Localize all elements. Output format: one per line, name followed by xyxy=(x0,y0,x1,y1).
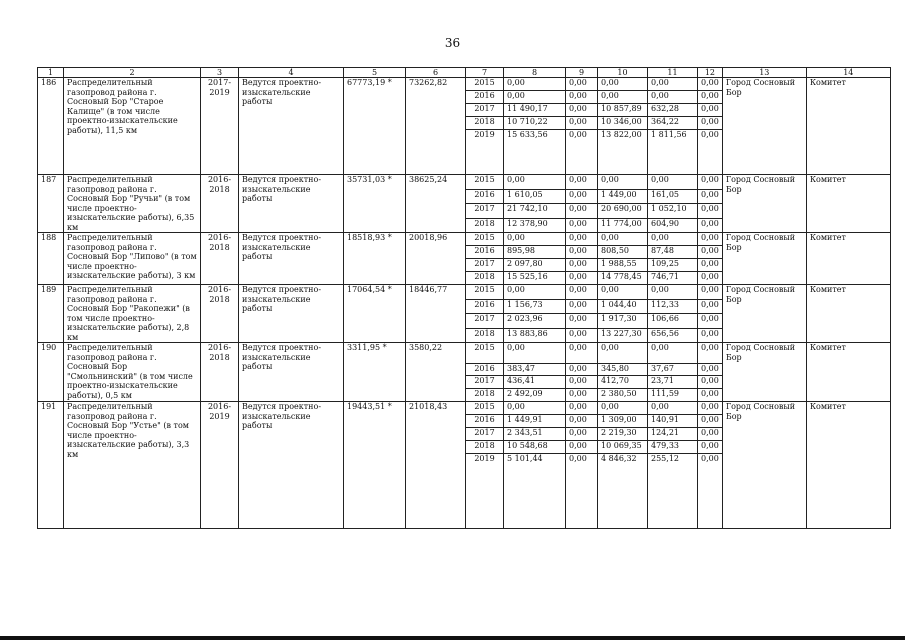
value-cell: 0,00 xyxy=(504,402,566,415)
value-cell: 1 052,10 xyxy=(648,204,698,219)
value-cell: 10 857,89 xyxy=(598,104,648,117)
value-cell: 0,00 xyxy=(698,246,723,259)
investment-table xyxy=(37,67,891,529)
value-cell: 1 917,30 xyxy=(598,314,648,329)
year-cell: 2018 xyxy=(466,328,504,343)
total-cost: 3580,22 xyxy=(406,343,466,402)
total-cost: 21018,43 xyxy=(406,402,466,529)
value-cell: 112,33 xyxy=(648,299,698,314)
value-cell: 746,71 xyxy=(648,272,698,285)
table-row xyxy=(38,285,891,300)
value-cell: 10 710,22 xyxy=(504,117,566,130)
year-cell: 2018 xyxy=(466,117,504,130)
column-number: 14 xyxy=(806,68,890,78)
project-status: Ведутся проектно-изыскательские работы xyxy=(239,285,344,343)
value-cell: 0,00 xyxy=(598,343,648,364)
table-row xyxy=(38,402,891,415)
value-cell: 0,00 xyxy=(566,78,598,91)
column-number: 8 xyxy=(504,68,566,78)
year-cell: 2018 xyxy=(466,441,504,454)
project-name: Распределительный газопровод района г. Сосновый Бор "Устье" (в том числе проектно-изыскательские работы), 3,3 км xyxy=(64,402,201,529)
project-name: Распределительный газопровод района г. Сосновый Бор "Ракопежи" (в том числе проектно-изыскательские работы), 2,8 км xyxy=(64,285,201,343)
value-cell: 0,00 xyxy=(566,104,598,117)
value-cell: 0,00 xyxy=(698,299,723,314)
value-cell: 0,00 xyxy=(566,233,598,246)
total-cost: 20018,96 xyxy=(406,233,466,285)
year-cell: 2015 xyxy=(466,285,504,300)
estimated-cost: 67773,19 * xyxy=(344,78,406,175)
column-number: 10 xyxy=(598,68,648,78)
value-cell: 436,41 xyxy=(504,376,566,389)
value-cell: 0,00 xyxy=(504,285,566,300)
scan-edge xyxy=(0,636,905,640)
row-number: 191 xyxy=(38,402,64,529)
value-cell: 0,00 xyxy=(598,78,648,91)
responsible-cell: Комитет xyxy=(806,175,890,233)
value-cell: 2 343,51 xyxy=(504,428,566,441)
table-row xyxy=(38,233,891,246)
row-number: 188 xyxy=(38,233,64,285)
value-cell: 0,00 xyxy=(648,78,698,91)
value-cell: 161,05 xyxy=(648,189,698,204)
value-cell: 0,00 xyxy=(566,343,598,364)
project-status: Ведутся проектно-изыскательские работы xyxy=(239,402,344,529)
value-cell: 0,00 xyxy=(504,175,566,190)
value-cell: 0,00 xyxy=(566,364,598,376)
value-cell: 0,00 xyxy=(698,364,723,376)
value-cell: 13 822,00 xyxy=(598,130,648,175)
year-cell: 2017 xyxy=(466,376,504,389)
year-cell: 2017 xyxy=(466,204,504,219)
value-cell: 0,00 xyxy=(698,441,723,454)
project-status: Ведутся проектно-изыскательские работы xyxy=(239,233,344,285)
value-cell: 0,00 xyxy=(566,415,598,428)
total-cost: 38625,24 xyxy=(406,175,466,233)
value-cell: 1 156,73 xyxy=(504,299,566,314)
year-cell: 2015 xyxy=(466,78,504,91)
column-number: 12 xyxy=(698,68,723,78)
row-number: 190 xyxy=(38,343,64,402)
value-cell: 0,00 xyxy=(598,175,648,190)
value-cell: 37,67 xyxy=(648,364,698,376)
column-number: 4 xyxy=(239,68,344,78)
year-cell: 2016 xyxy=(466,189,504,204)
value-cell: 604,90 xyxy=(648,218,698,233)
value-cell: 0,00 xyxy=(698,428,723,441)
location-cell: Город Сосновый Бор xyxy=(722,233,806,285)
total-cost: 73262,82 xyxy=(406,78,466,175)
value-cell: 255,12 xyxy=(648,454,698,529)
responsible-cell: Комитет xyxy=(806,233,890,285)
value-cell: 0,00 xyxy=(566,454,598,529)
value-cell: 0,00 xyxy=(698,259,723,272)
value-cell: 0,00 xyxy=(566,259,598,272)
column-number: 11 xyxy=(648,68,698,78)
responsible-cell: Комитет xyxy=(806,78,890,175)
value-cell: 140,91 xyxy=(648,415,698,428)
value-cell: 1 811,56 xyxy=(648,130,698,175)
value-cell: 0,00 xyxy=(598,285,648,300)
value-cell: 0,00 xyxy=(648,285,698,300)
value-cell: 0,00 xyxy=(566,376,598,389)
value-cell: 109,25 xyxy=(648,259,698,272)
value-cell: 479,33 xyxy=(648,441,698,454)
value-cell: 895,98 xyxy=(504,246,566,259)
year-cell: 2017 xyxy=(466,259,504,272)
value-cell: 1 610,05 xyxy=(504,189,566,204)
header-row xyxy=(38,68,891,78)
value-cell: 0,00 xyxy=(698,130,723,175)
project-status: Ведутся проектно-изыскательские работы xyxy=(239,78,344,175)
estimated-cost: 3311,95 * xyxy=(344,343,406,402)
value-cell: 383,47 xyxy=(504,364,566,376)
value-cell: 0,00 xyxy=(698,415,723,428)
value-cell: 0,00 xyxy=(698,189,723,204)
value-cell: 0,00 xyxy=(504,78,566,91)
estimated-cost: 18518,93 * xyxy=(344,233,406,285)
value-cell: 0,00 xyxy=(698,117,723,130)
value-cell: 0,00 xyxy=(566,428,598,441)
value-cell: 4 846,32 xyxy=(598,454,648,529)
table-row xyxy=(38,175,891,190)
year-cell: 2016 xyxy=(466,91,504,104)
value-cell: 11 490,17 xyxy=(504,104,566,117)
value-cell: 0,00 xyxy=(504,233,566,246)
column-number: 1 xyxy=(38,68,64,78)
value-cell: 0,00 xyxy=(698,314,723,329)
value-cell: 0,00 xyxy=(566,91,598,104)
value-cell: 0,00 xyxy=(698,285,723,300)
project-period: 2016- 2018 xyxy=(201,343,239,402)
value-cell: 0,00 xyxy=(698,376,723,389)
value-cell: 345,80 xyxy=(598,364,648,376)
location-cell: Город Сосновый Бор xyxy=(722,402,806,529)
value-cell: 0,00 xyxy=(566,328,598,343)
value-cell: 0,00 xyxy=(566,189,598,204)
project-status: Ведутся проектно-изыскательские работы xyxy=(239,343,344,402)
value-cell: 2 380,50 xyxy=(598,389,648,402)
value-cell: 106,66 xyxy=(648,314,698,329)
value-cell: 0,00 xyxy=(648,91,698,104)
value-cell: 13 883,86 xyxy=(504,328,566,343)
value-cell: 0,00 xyxy=(566,117,598,130)
value-cell: 124,21 xyxy=(648,428,698,441)
year-cell: 2018 xyxy=(466,272,504,285)
value-cell: 15 525,16 xyxy=(504,272,566,285)
value-cell: 0,00 xyxy=(698,272,723,285)
column-number: 2 xyxy=(64,68,201,78)
year-cell: 2016 xyxy=(466,299,504,314)
value-cell: 87,48 xyxy=(648,246,698,259)
year-cell: 2017 xyxy=(466,314,504,329)
value-cell: 0,00 xyxy=(698,218,723,233)
year-cell: 2019 xyxy=(466,454,504,529)
column-number: 3 xyxy=(201,68,239,78)
value-cell: 10 069,35 xyxy=(598,441,648,454)
column-number: 6 xyxy=(406,68,466,78)
value-cell: 0,00 xyxy=(698,343,723,364)
table-row xyxy=(38,343,891,364)
row-number: 186 xyxy=(38,78,64,175)
value-cell: 21 742,10 xyxy=(504,204,566,219)
value-cell: 111,59 xyxy=(648,389,698,402)
value-cell: 1 044,40 xyxy=(598,299,648,314)
value-cell: 364,22 xyxy=(648,117,698,130)
value-cell: 1 309,00 xyxy=(598,415,648,428)
column-number: 13 xyxy=(722,68,806,78)
value-cell: 2 219,30 xyxy=(598,428,648,441)
value-cell: 0,00 xyxy=(566,272,598,285)
year-cell: 2015 xyxy=(466,233,504,246)
value-cell: 0,00 xyxy=(698,328,723,343)
column-number: 5 xyxy=(344,68,406,78)
value-cell: 0,00 xyxy=(698,389,723,402)
value-cell: 0,00 xyxy=(698,104,723,117)
year-cell: 2015 xyxy=(466,402,504,415)
value-cell: 20 690,00 xyxy=(598,204,648,219)
value-cell: 0,00 xyxy=(598,91,648,104)
value-cell: 0,00 xyxy=(698,91,723,104)
year-cell: 2018 xyxy=(466,389,504,402)
value-cell: 0,00 xyxy=(648,233,698,246)
project-status: Ведутся проектно-изыскательские работы xyxy=(239,175,344,233)
estimated-cost: 17064,54 * xyxy=(344,285,406,343)
value-cell: 0,00 xyxy=(566,299,598,314)
responsible-cell: Комитет xyxy=(806,402,890,529)
year-cell: 2017 xyxy=(466,428,504,441)
responsible-cell: Комитет xyxy=(806,343,890,402)
row-number: 187 xyxy=(38,175,64,233)
value-cell: 0,00 xyxy=(566,175,598,190)
value-cell: 0,00 xyxy=(698,78,723,91)
project-name: Распределительный газопровод района г. Сосновый Бор "Смольнинский" (в том числе проектно-изыскательские работы), 0,5 км xyxy=(64,343,201,402)
location-cell: Город Сосновый Бор xyxy=(722,343,806,402)
total-cost: 18446,77 xyxy=(406,285,466,343)
value-cell: 0,00 xyxy=(566,218,598,233)
column-number: 7 xyxy=(466,68,504,78)
value-cell: 10 346,00 xyxy=(598,117,648,130)
value-cell: 0,00 xyxy=(698,175,723,190)
page-number: 36 xyxy=(444,36,461,50)
project-name: Распределительный газопровод района г. Сосновый Бор "Старое Калище" (в том числе проектно-изыскательские работы), 11,5 км xyxy=(64,78,201,175)
estimated-cost: 19443,51 * xyxy=(344,402,406,529)
value-cell: 0,00 xyxy=(698,233,723,246)
value-cell: 0,00 xyxy=(566,246,598,259)
value-cell: 23,71 xyxy=(648,376,698,389)
project-period: 2016- 2019 xyxy=(201,402,239,529)
value-cell: 12 378,90 xyxy=(504,218,566,233)
project-period: 2017- 2019 xyxy=(201,78,239,175)
value-cell: 10 548,68 xyxy=(504,441,566,454)
value-cell: 5 101,44 xyxy=(504,454,566,529)
value-cell: 632,28 xyxy=(648,104,698,117)
value-cell: 412,70 xyxy=(598,376,648,389)
column-number: 9 xyxy=(566,68,598,78)
value-cell: 1 988,55 xyxy=(598,259,648,272)
value-cell: 0,00 xyxy=(504,91,566,104)
year-cell: 2016 xyxy=(466,364,504,376)
value-cell: 0,00 xyxy=(648,343,698,364)
value-cell: 11 774,00 xyxy=(598,218,648,233)
value-cell: 1 449,00 xyxy=(598,189,648,204)
table-row xyxy=(38,78,891,91)
value-cell: 14 778,45 xyxy=(598,272,648,285)
project-period: 2016- 2018 xyxy=(201,175,239,233)
year-cell: 2016 xyxy=(466,246,504,259)
value-cell: 0,00 xyxy=(566,441,598,454)
value-cell: 0,00 xyxy=(566,314,598,329)
value-cell: 2 023,96 xyxy=(504,314,566,329)
value-cell: 0,00 xyxy=(698,402,723,415)
location-cell: Город Сосновый Бор xyxy=(722,78,806,175)
value-cell: 0,00 xyxy=(566,285,598,300)
row-number: 189 xyxy=(38,285,64,343)
value-cell: 0,00 xyxy=(648,175,698,190)
value-cell: 1 449,91 xyxy=(504,415,566,428)
year-cell: 2018 xyxy=(466,218,504,233)
location-cell: Город Сосновый Бор xyxy=(722,285,806,343)
value-cell: 656,56 xyxy=(648,328,698,343)
project-period: 2016- 2018 xyxy=(201,285,239,343)
value-cell: 0,00 xyxy=(598,402,648,415)
value-cell: 13 227,30 xyxy=(598,328,648,343)
value-cell: 2 492,09 xyxy=(504,389,566,402)
project-period: 2016- 2018 xyxy=(201,233,239,285)
value-cell: 0,00 xyxy=(566,130,598,175)
year-cell: 2015 xyxy=(466,175,504,190)
value-cell: 0,00 xyxy=(648,402,698,415)
value-cell: 808,50 xyxy=(598,246,648,259)
year-cell: 2019 xyxy=(466,130,504,175)
project-name: Распределительный газопровод района г. Сосновый Бор "Липово" (в том числе проектно-изыскательские работы), 3 км xyxy=(64,233,201,285)
value-cell: 0,00 xyxy=(598,233,648,246)
location-cell: Город Сосновый Бор xyxy=(722,175,806,233)
responsible-cell: Комитет xyxy=(806,285,890,343)
year-cell: 2015 xyxy=(466,343,504,364)
estimated-cost: 35731,03 * xyxy=(344,175,406,233)
year-cell: 2016 xyxy=(466,415,504,428)
project-name: Распределительный газопровод района г. Сосновый Бор "Ручьи" (в том числе проектно-изыскательские работы), 6,35 км xyxy=(64,175,201,233)
value-cell: 0,00 xyxy=(566,204,598,219)
value-cell: 0,00 xyxy=(698,454,723,529)
value-cell: 0,00 xyxy=(566,389,598,402)
value-cell: 0,00 xyxy=(566,402,598,415)
year-cell: 2017 xyxy=(466,104,504,117)
value-cell: 15 633,56 xyxy=(504,130,566,175)
value-cell: 0,00 xyxy=(504,343,566,364)
value-cell: 0,00 xyxy=(698,204,723,219)
value-cell: 2 097,80 xyxy=(504,259,566,272)
